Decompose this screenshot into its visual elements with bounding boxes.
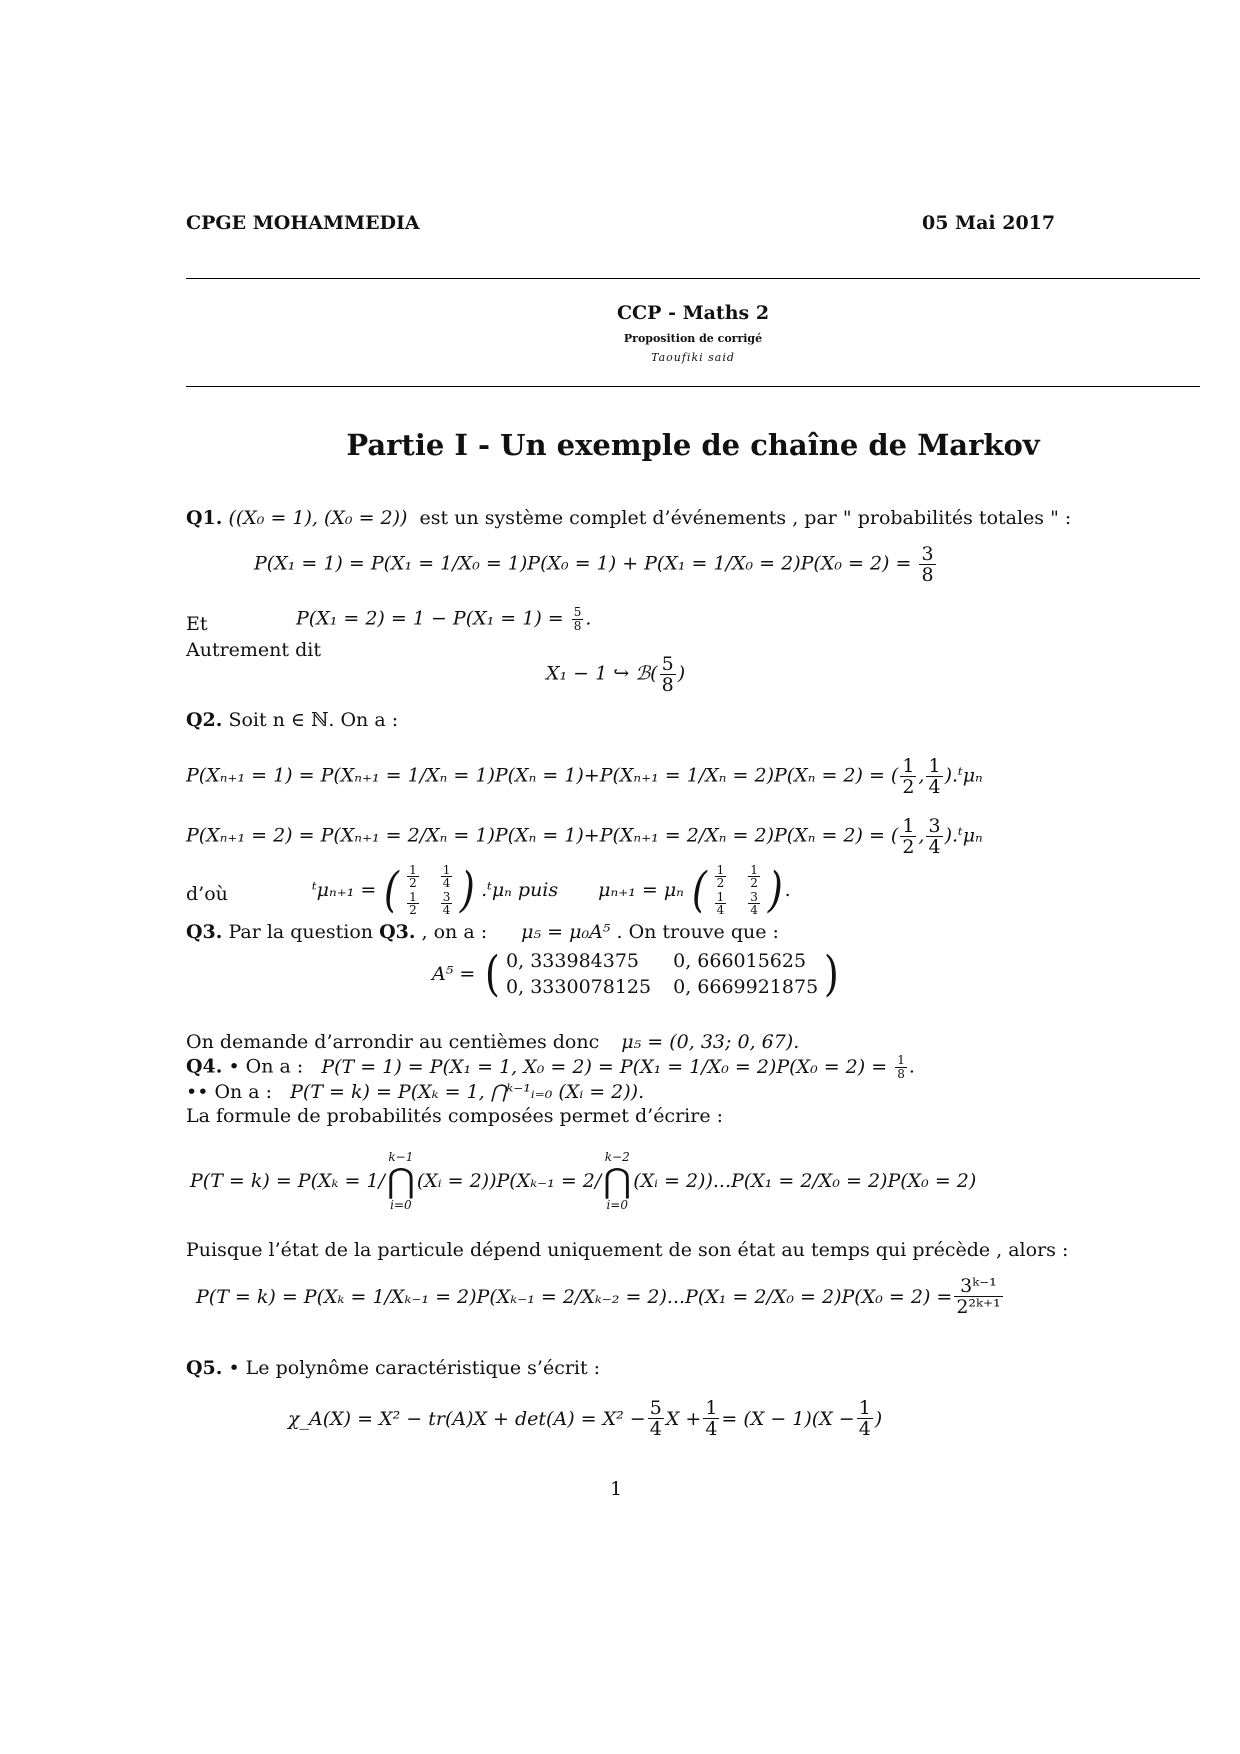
op2-top: k−2 (604, 1150, 630, 1164)
cell-num: 1 (716, 863, 725, 877)
q2-intro (186, 708, 398, 732)
q2-eq2-d: 4 (928, 836, 941, 858)
q3-matrix-line (432, 946, 841, 1002)
q1-eq2-fraction (572, 606, 584, 633)
cell-den: 2 (750, 876, 758, 890)
q2-eq2-c: 3 (928, 815, 941, 837)
q4-eq-final: P(T = k) = P(Xₖ = 1/Xₖ₋₁ = 2)P(Xₖ₋₁ = 2/Xₖ₋₂ = 2)...P(X₁ = 2/X₀ = 2)P(X₀ = 2) = (196, 1285, 953, 1308)
q4-line1: Q4. • On a : P(T = 1) = P(X₁ = 1, X₀ = 2) = P(X₁ = 1/X₀ = 2)P(X₀ = 2) = $\frac{1}{8}$ . (186, 1053, 915, 1081)
cell-num: 3 (442, 890, 451, 904)
q4-line2-a: •• On a : (186, 1081, 273, 1103)
q2-eq1-b: 2 (902, 776, 915, 798)
q2-equation-1: P(Xₙ₊₁ = 1) = P(Xₙ₊₁ = 1/Xₙ = 1)P(Xₙ = 1)+P(Xₙ₊₁ = 1/Xₙ = 2)P(Xₙ = 2) = ( $\frac{1}{2}$ , $\frac{1}{4}$ ).ᵗμₙ (186, 755, 983, 798)
title-block (186, 302, 1200, 364)
q2-mid: .ᵗμₙ puis (481, 879, 559, 901)
cell-num: 1 (442, 863, 451, 877)
q4-final-num: 3ᵏ⁻¹ (954, 1276, 1002, 1297)
q2-eq2-tail: ).ᵗμₙ (944, 824, 983, 847)
q2-eq1-text: P(Xₙ₊₁ = 1) = P(Xₙ₊₁ = 1/Xₙ = 1)P(Xₙ = 1)+P(Xₙ₊₁ = 1/Xₙ = 2)P(Xₙ = 2) = ( (186, 764, 899, 787)
page-number: 1 (609, 1478, 623, 1500)
right-paren: ) (767, 862, 783, 918)
cell-num: 1 (716, 890, 725, 904)
q3-intro-eq: μ₅ = μ₀A⁵ (521, 921, 611, 943)
q5-f2-den: 4 (705, 1418, 718, 1440)
q4-eq-c: (Xᵢ = 2))...P(X₁ = 2/X₀ = 2)P(X₀ = 2) (633, 1170, 977, 1192)
q1-eq1-fraction (919, 544, 935, 585)
q4-line1-den: 8 (897, 1067, 905, 1081)
q5-eq-a: χ_A(X) = X² − tr(A)X + det(A) = X² − (288, 1407, 646, 1430)
q1-eq2-den: 8 (573, 619, 582, 633)
q3-intro3: . On trouve que : (616, 921, 779, 943)
q4-formula-text: La formule de probabilités composées permet d’écrire : (186, 1105, 724, 1127)
q5-eq-d: ) (874, 1407, 883, 1430)
q1-intro-text: est un système complet d’événements , par " probabilités totales " : (419, 507, 1072, 529)
q3-intro2: , on a : (421, 921, 488, 943)
q1-law-fraction (660, 654, 676, 695)
cell-num: 1 (409, 863, 417, 877)
cell-den: 2 (409, 903, 417, 917)
q2-intro-text: Soit n ∈ ℕ. On a : (228, 709, 399, 731)
q2-eq2-frac-a (900, 816, 916, 857)
matrix-cell (748, 864, 760, 889)
cell-den: 4 (442, 876, 451, 890)
q1-autrement: Autrement dit (186, 639, 321, 661)
q2-eq1-a: 1 (902, 755, 915, 777)
q4-final-formula (196, 1276, 1005, 1317)
matrix-cell (715, 891, 727, 916)
bigcap-operator-2 (603, 1150, 631, 1212)
q5-intro-text: • Le polynôme caractéristique s’écrit : (228, 1357, 601, 1379)
cell-den: 2 (716, 876, 725, 890)
q2-eq1-frac-b (926, 756, 942, 797)
cell-num: 3 (750, 890, 758, 904)
q5-frac-3 (857, 1398, 873, 1439)
q2-eq1-c: 1 (928, 755, 941, 777)
q4-final-den: 2²ᵏ⁺¹ (956, 1296, 1001, 1318)
q3-intro (186, 920, 779, 944)
q1-eq1-den: 8 (921, 564, 934, 586)
q3-m22: 0, 6669921875 (673, 976, 819, 998)
q3-intro-ref: Q3. (379, 921, 416, 943)
q5-intro (186, 1356, 600, 1380)
q1-et: Et (186, 613, 208, 635)
matrix-cell (748, 891, 760, 916)
q2-label: Q2. (186, 709, 223, 731)
q4-eq-b: (Xᵢ = 2))P(Xₖ₋₁ = 2/ (416, 1170, 602, 1192)
q4-composite-formula (190, 1150, 976, 1212)
q5-frac-1 (648, 1398, 664, 1439)
doc-title: CCP - Maths 2 (616, 302, 770, 324)
matrix-cell (715, 864, 727, 889)
q2-lhs2: μₙ₊₁ = μₙ (598, 879, 684, 901)
q1-intro-math: ((X₀ = 1), (X₀ = 2)) (228, 507, 408, 529)
q4-line1-a: • On a : (228, 1055, 304, 1078)
q1-eq1-num: 3 (921, 543, 934, 565)
q3-label: Q3. (186, 921, 223, 943)
left-paren: ( (691, 862, 707, 918)
q2-eq2-frac-b (926, 816, 942, 857)
q4-line1-b: P(T = 1) = P(X₁ = 1, X₀ = 2) = P(X₁ = 1/X₀ = 2)P(X₀ = 2) = (321, 1055, 888, 1078)
q5-eq-b: X + (665, 1407, 702, 1430)
cell-den: 4 (750, 903, 758, 917)
q1-eq2-text: P(X₁ = 2) = 1 − P(X₁ = 1) = (296, 607, 564, 630)
q5-frac-2 (703, 1398, 719, 1439)
q1-law-den: 8 (661, 674, 674, 696)
q5-f1-den: 4 (649, 1418, 662, 1440)
q4-line1-num: 1 (897, 1053, 905, 1067)
bigcap-operator-1 (387, 1150, 415, 1212)
q4-puisque: Puisque l’état de la particule dépend uniquement de son état au temps qui précède , alors : (186, 1239, 1069, 1261)
q1-equation-2: P(X₁ = 2) = 1 − P(X₁ = 1) = $\frac{5}{8}$ . (296, 605, 592, 633)
doc-author: Taoufiki said (651, 351, 735, 364)
q5-f3-den: 4 (858, 1418, 871, 1440)
q1-equation-1 (254, 544, 938, 585)
q4-label: Q4. (186, 1055, 223, 1078)
q2-end: . (784, 879, 791, 901)
q2-lhs1: ᵗμₙ₊₁ = (312, 879, 377, 901)
q3-matrix-grid (502, 950, 822, 998)
q4-line2-b: P(T = k) = P(Xₖ = 1, ⋂ᵏ⁻¹ᵢ₌₀ (Xᵢ = 2)). (290, 1081, 645, 1103)
left-paren: ( (384, 862, 400, 918)
q2-matrix-2 (690, 864, 785, 916)
top-rule (186, 278, 1200, 279)
q5-char-poly (288, 1398, 882, 1439)
q2-matrix-line (312, 864, 791, 916)
q3-m21: 0, 3330078125 (506, 976, 652, 998)
q2-eq2-b: 2 (902, 836, 915, 858)
q5-label: Q5. (186, 1357, 223, 1379)
bottom-rule (186, 386, 1200, 387)
q2-equation-2: P(Xₙ₊₁ = 2) = P(Xₙ₊₁ = 2/Xₙ = 1)P(Xₙ = 1)+P(Xₙ₊₁ = 2/Xₙ = 2)P(Xₙ = 2) = ( $\frac{1}{2}$ , $\frac{3}{4}$ ).ᵗμₙ (186, 815, 983, 858)
q1-eq1-text: P(X₁ = 1) = P(X₁ = 1/X₀ = 1)P(X₀ = 1) + P(X₁ = 1/X₀ = 2)P(X₀ = 2) = (254, 552, 912, 575)
q2-eq1-d: 4 (928, 776, 941, 798)
left-paren: ( (485, 946, 501, 1002)
q2-eq2-a: 1 (902, 815, 915, 837)
q4-line2 (186, 1080, 644, 1104)
op1-top: k−1 (388, 1150, 414, 1164)
cell-num: 1 (409, 890, 417, 904)
section-title: Partie I - Un exemple de chaîne de Markov (346, 428, 1040, 462)
q5-f2-num: 1 (705, 1397, 718, 1419)
cell-num: 1 (750, 863, 758, 877)
q3-matrix (483, 946, 841, 1002)
matrix-cell (407, 864, 419, 889)
q4-line1-fraction (895, 1054, 907, 1081)
q3-lhs: A⁵ = (432, 963, 476, 985)
q3-round (186, 1030, 799, 1054)
q1-eq2-num: 5 (573, 605, 582, 619)
q5-f3-num: 1 (858, 1397, 871, 1419)
q1-intro (186, 506, 1071, 530)
q2-matrix-2-grid (709, 864, 766, 916)
q4-final-fraction (954, 1276, 1002, 1317)
op1-bot: i=0 (390, 1198, 412, 1212)
right-paren: ) (460, 862, 476, 918)
q2-matrix-1 (382, 864, 477, 916)
q3-round-text: On demande d’arrondir au centièmes donc (186, 1031, 600, 1053)
q2-eq1-tail: ).ᵗμₙ (944, 764, 983, 787)
header-date: 05 Mai 2017 (922, 212, 1056, 234)
q3-round-eq: μ₅ = (0, 33; 0, 67). (621, 1031, 800, 1053)
q1-law-num: 5 (661, 653, 674, 675)
q3-intro1: Par la question (228, 921, 374, 943)
q2-matrix-1-grid (401, 864, 458, 916)
matrix-cell (441, 891, 453, 916)
q2-eq1-frac-a (900, 756, 916, 797)
q4-eq-a: P(T = k) = P(Xₖ = 1/ (190, 1170, 385, 1192)
right-paren: ) (824, 946, 840, 1002)
cell-den: 2 (409, 876, 417, 890)
matrix-cell (407, 891, 419, 916)
cell-den: 4 (442, 903, 451, 917)
q3-m12: 0, 666015625 (673, 950, 807, 972)
matrix-cell (441, 864, 453, 889)
op2-bot: i=0 (606, 1198, 628, 1212)
q1-law-text: X₁ − 1 ↪ ℬ( (546, 662, 658, 685)
q1-law: X₁ − 1 ↪ ℬ( $\frac{5}{8}$ ) (546, 653, 686, 696)
q5-eq-c: = (X − 1)(X − (721, 1407, 855, 1430)
q2-eq2-text: P(Xₙ₊₁ = 2) = P(Xₙ₊₁ = 2/Xₙ = 1)P(Xₙ = 1)+P(Xₙ₊₁ = 2/Xₙ = 2)P(Xₙ = 2) = ( (186, 824, 899, 847)
bigcap-icon: ⋂ (603, 1161, 632, 1201)
q2-dou: d’où (186, 883, 228, 905)
doc-subtitle: Proposition de corrigé (623, 332, 763, 345)
q3-m11: 0, 333984375 (506, 950, 640, 972)
q5-f1-num: 5 (649, 1397, 662, 1419)
q1-label: Q1. (186, 507, 223, 529)
header-institution: CPGE MOHAMMEDIA (186, 212, 420, 234)
cell-den: 4 (716, 903, 725, 917)
bigcap-icon: ⋂ (386, 1161, 415, 1201)
